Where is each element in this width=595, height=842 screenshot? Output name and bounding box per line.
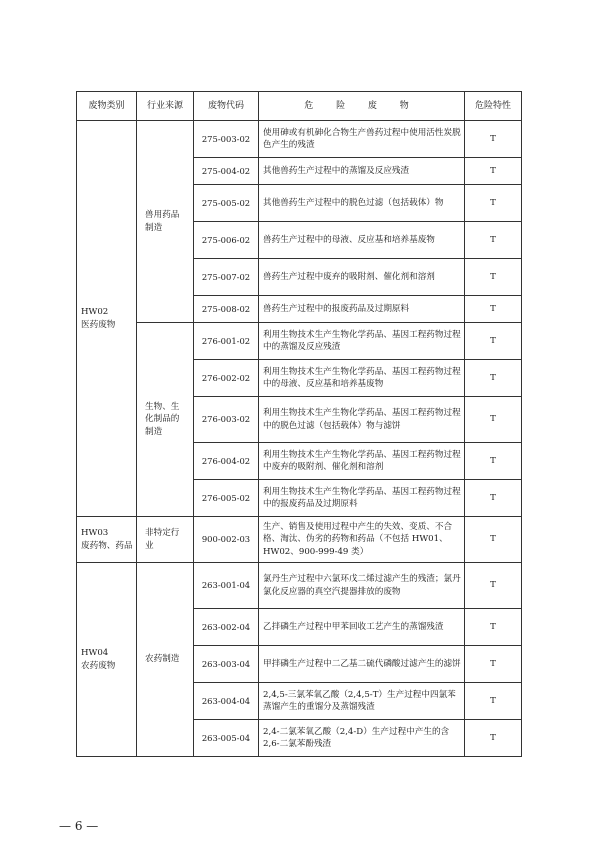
waste-description: 兽药生产过程中的报废药品及过期原料 [259, 296, 465, 323]
hazard-characteristic: T [465, 296, 522, 323]
category-code: HW02 [81, 307, 109, 317]
waste-description: 甲拌磷生产过程中二乙基二硫代磷酸过滤产生的滤饼 [259, 646, 465, 683]
hazardous-waste-table [76, 91, 522, 757]
category-cell-hw02 [77, 121, 137, 517]
table-row [77, 323, 522, 360]
table-row [77, 563, 522, 609]
hazard-characteristic: T [465, 360, 522, 397]
waste-description: 利用生物技术生产生物化学药品、基因工程药物过程中的脱色过滤（包括载体）物与滤饼 [259, 397, 465, 443]
category-code: HW04 [81, 648, 109, 658]
hazard-characteristic: T [465, 397, 522, 443]
waste-description: 利用生物技术生产生物化学药品、基因工程药物过程中的母液、反应基和培养基废物 [259, 360, 465, 397]
hazard-characteristic: T [465, 683, 522, 720]
waste-description: 其他兽药生产过程中的脱色过滤（包括载体）物 [259, 185, 465, 222]
waste-code: 263-002-04 [194, 609, 259, 646]
source-cell: 非特定行业 [137, 517, 194, 563]
table-row [77, 121, 522, 158]
category-cell-hw04 [77, 563, 137, 757]
hazard-characteristic: T [465, 323, 522, 360]
hazard-characteristic: T [465, 158, 522, 185]
hazard-characteristic: T [465, 480, 522, 517]
waste-description: 兽药生产过程中的母液、反应基和培养基废物 [259, 222, 465, 259]
waste-code: 900-002-03 [194, 517, 259, 563]
waste-code: 263-005-04 [194, 720, 259, 757]
header-description [259, 92, 465, 121]
waste-code: 276-003-02 [194, 397, 259, 443]
waste-code: 275-006-02 [194, 222, 259, 259]
waste-code: 275-008-02 [194, 296, 259, 323]
waste-description: 使用砷或有机砷化合物生产兽药过程中使用活性炭脱色产生的残渣 [259, 121, 465, 158]
source-cell: 兽用药品制造 [137, 121, 194, 323]
source-cell: 农药制造 [137, 563, 194, 757]
hazard-characteristic: T [465, 443, 522, 480]
header-code: 废物代码 [194, 92, 259, 121]
waste-description: 兽药生产过程中废弃的吸附剂、催化剂和溶剂 [259, 259, 465, 296]
hazard-characteristic: T [465, 121, 522, 158]
category-name: 废药物、药品 [81, 540, 133, 551]
waste-description: 2,4-二氯苯氧乙酸（2,4-D）生产过程中产生的含 2,6-二氯苯酚残渣 [259, 720, 465, 757]
table-row [77, 517, 522, 563]
hazard-characteristic: T [465, 720, 522, 757]
category-cell-hw03 [77, 517, 137, 563]
waste-description: 利用生物技术生产生物化学药品、基因工程药物过程中的报废药品及过期原料 [259, 480, 465, 517]
category-name: 医药废物 [81, 319, 116, 330]
page-number: — 6 — [59, 819, 99, 833]
waste-description: 乙拌磷生产过程中甲苯回收工艺产生的蒸馏残渣 [259, 609, 465, 646]
waste-code: 275-004-02 [194, 158, 259, 185]
waste-code: 275-005-02 [194, 185, 259, 222]
waste-code: 275-007-02 [194, 259, 259, 296]
waste-description: 生产、销售及使用过程中产生的失效、变质、不合格、淘汰、伪劣的药物和药品（不包括 HW01、HW02、900-999-49 类） [259, 517, 465, 563]
hazard-characteristic: T [465, 563, 522, 609]
waste-description: 其他兽药生产过程中的蒸馏及反应残渣 [259, 158, 465, 185]
waste-code: 276-005-02 [194, 480, 259, 517]
category-name: 农药废物 [81, 660, 116, 671]
category-code: HW03 [81, 528, 109, 538]
source-cell: 生物、生化制品的制造 [137, 323, 194, 517]
waste-code: 276-004-02 [194, 443, 259, 480]
waste-code: 263-004-04 [194, 683, 259, 720]
header-hazard: 危险特性 [465, 92, 522, 121]
hazard-characteristic: T [465, 185, 522, 222]
waste-code: 275-003-02 [194, 121, 259, 158]
waste-description: 2,4,5-三氯苯氧乙酸（2,4,5-T）生产过程中四氯苯蒸馏产生的重馏分及蒸馏残渣 [259, 683, 465, 720]
table-header-row [77, 92, 522, 121]
hazard-characteristic: T [465, 646, 522, 683]
waste-description: 利用生物技术生产生物化学药品、基因工程药物过程中废弃的吸附剂、催化剂和溶剂 [259, 443, 465, 480]
waste-description: 氯丹生产过程中六氯环戊二烯过滤产生的残渣；氯丹氯化反应器的真空汽提器排放的废物 [259, 563, 465, 609]
waste-code: 276-001-02 [194, 323, 259, 360]
header-description-label: 危 险 废 物 [304, 100, 419, 111]
waste-code: 263-003-04 [194, 646, 259, 683]
header-category: 废物类别 [77, 92, 137, 121]
waste-description: 利用生物技术生产生物化学药品、基因工程药物过程中的蒸馏及反应残渣 [259, 323, 465, 360]
hazard-characteristic: T [465, 609, 522, 646]
hazard-characteristic: T [465, 259, 522, 296]
hazard-characteristic: T [465, 222, 522, 259]
waste-code: 276-002-02 [194, 360, 259, 397]
header-source: 行业来源 [137, 92, 194, 121]
waste-code: 263-001-04 [194, 563, 259, 609]
hazard-characteristic: T [465, 517, 522, 563]
